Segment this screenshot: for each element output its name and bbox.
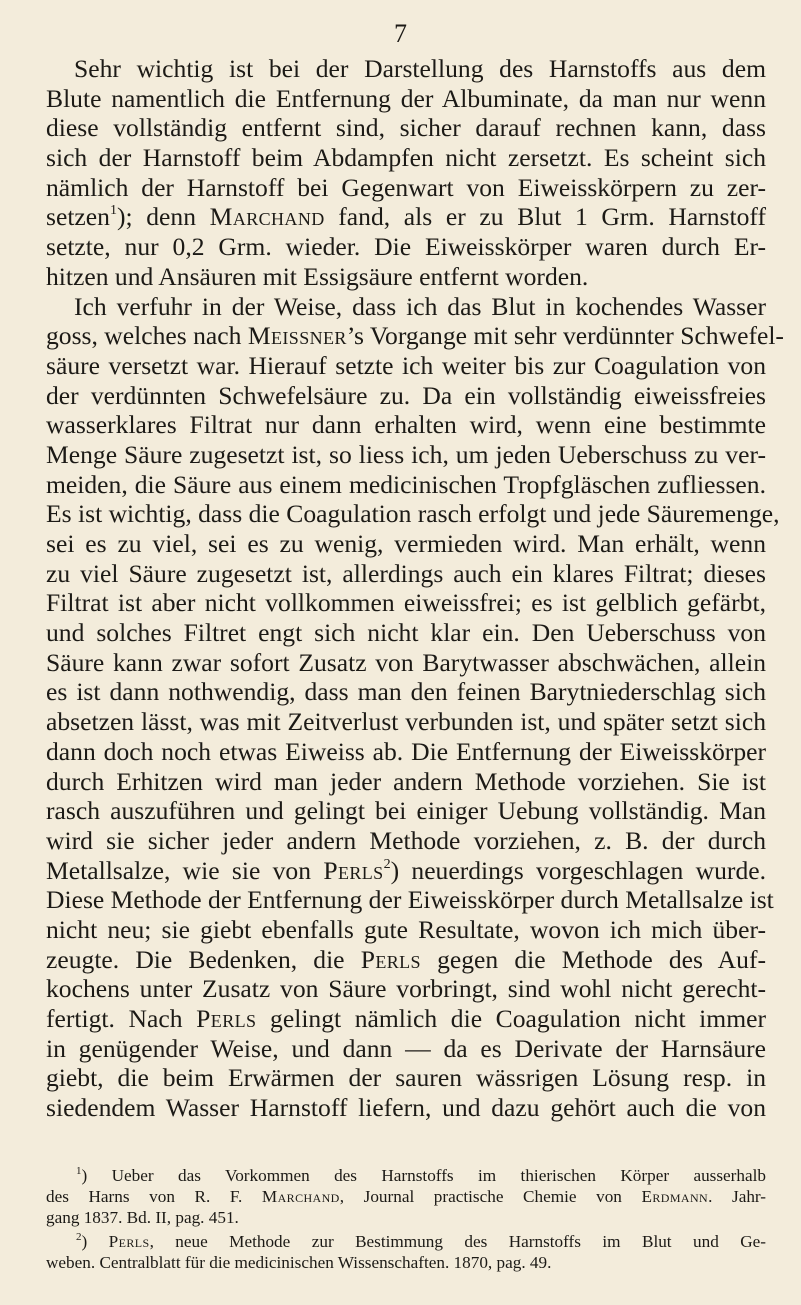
text-fragment: . Jahr- xyxy=(708,1187,767,1206)
text-line: setzte, nur 0,2 Grm. wieder. Die Eiweisskörper waren durch Er- xyxy=(46,232,766,262)
text-line: Es ist wichtig, dass die Coagulation rasch erfolgt und jede Säuremenge, xyxy=(46,499,780,529)
text-line: nämlich der Harnstoff bei Gegenwart von Eiweisskörpern zu zer- xyxy=(46,172,766,202)
text-fragment: gegen die Methode des Auf- xyxy=(437,944,766,974)
text-line: kochens unter Zusatz von Säure vorbringt, sind wohl nicht gerecht- xyxy=(46,974,766,1004)
text-fragment: ’s Vorgange mit sehr verdünnter Schwefel- xyxy=(346,321,784,351)
text-line: diese vollständig entfernt sind, sicher darauf rechnen kann, dass xyxy=(46,113,766,143)
text-line: wird sie sicher jeder andern Methode vorziehen, z. B. der durch xyxy=(46,825,766,855)
text-line: es ist dann nothwendig, dass man den feinen Barytniederschlag sich xyxy=(46,677,766,707)
text-line: durch Erhitzen wird man jeder andern Methode vorziehen. Sie ist xyxy=(46,766,766,796)
text-line: und solches Filtret engt sich nicht klar ein. Den Ueberschuss von xyxy=(46,618,766,648)
author-name: Perls xyxy=(360,944,421,974)
footnote-mark: 2 xyxy=(76,1231,82,1243)
text-fragment: , Journal practische Chemie von xyxy=(339,1187,622,1206)
text-line: siedendem Wasser Harnstoff liefern, und dazu gehört auch die von xyxy=(46,1093,766,1123)
text-line: sich der Harnstoff beim Abdampfen nicht zersetzt. Es scheint sich xyxy=(46,143,766,173)
text-line: sei es zu viel, sei es zu wenig, vermieden wird. Man erhält, wenn xyxy=(46,529,766,558)
text-line: hitzen und Ansäuren mit Essigsäure entfernt worden. xyxy=(46,261,589,291)
text-fragment: ); denn xyxy=(116,202,196,232)
footnote-ref: 1 xyxy=(109,203,117,219)
author-name: Perls xyxy=(108,1232,150,1251)
text-fragment: ) xyxy=(81,1232,88,1251)
footnote-1-line xyxy=(46,1186,766,1207)
text-fragment: ) Ueber das Vorkommen des Harnstoffs im thierischen Körper ausserhalb xyxy=(81,1166,766,1185)
text-line: säure versetzt war. Hierauf setzte ich weiter bis zur Coagulation von xyxy=(46,350,766,380)
text-fragment: setzen xyxy=(46,202,110,232)
text-line: der verdünnten Schwefelsäure zu. Da ein vollständig eiweissfreies xyxy=(46,380,766,410)
text-line: Sehr wichtig ist bei der Darstellung des Harnstoffs aus dem xyxy=(74,54,766,83)
text-line: dann doch noch etwas Eiweiss ab. Die Entfernung der Eiweisskörper xyxy=(46,736,766,766)
footnote-1-line: gang 1837. Bd. II, pag. 451. xyxy=(46,1208,239,1227)
body-text xyxy=(46,54,784,1123)
page-number: 7 xyxy=(394,19,407,48)
text-line xyxy=(46,856,766,886)
footnote-1-line xyxy=(46,1165,766,1186)
text-line xyxy=(46,1004,766,1034)
author-name: Marchand xyxy=(209,202,325,232)
text-line xyxy=(46,945,766,975)
text-line: Menge Säure zugesetzt ist, so liess ich, um jeden Ueberschuss zu ver- xyxy=(46,439,766,469)
text-fragment: des Harns von R. F. xyxy=(46,1187,243,1206)
author-name: Meissner xyxy=(247,321,347,351)
text-fragment: gelingt nämlich die Coagulation nicht immer xyxy=(270,1004,766,1033)
text-line: zu viel Säure zugesetzt ist, allerdings auch ein klares Filtrat; dieses xyxy=(46,558,766,588)
author-name: Perls xyxy=(323,855,384,885)
footnote-ref: 2 xyxy=(383,856,391,872)
text-line: Ich verfuhr in der Weise, dass ich das Blut in kochendes Wasser xyxy=(74,291,766,321)
text-line: wasserklares Filtrat nur dann erhalten wird, wenn eine bestimmte xyxy=(46,410,766,440)
text-fragment: goss, welches nach xyxy=(46,321,242,351)
text-line: rasch auszuführen und gelingt bei einiger Uebung vollständig. Man xyxy=(46,796,766,826)
author-name: Erdmann xyxy=(641,1187,709,1206)
text-fragment: zeugte. Die Bedenken, die xyxy=(46,944,345,974)
text-line: Filtrat ist aber nicht vollkommen eiweissfrei; es ist gelblich gefärbt, xyxy=(46,588,766,618)
footnote-2-line xyxy=(46,1231,766,1252)
text-fragment: Metallsalze, wie sie von xyxy=(46,855,312,885)
text-line: nicht neu; sie giebt ebenfalls gute Resultate, wovon ich mich über- xyxy=(46,914,766,944)
text-line: giebt, die beim Erwärmen der sauren wässrigen Lösung resp. in xyxy=(46,1063,766,1093)
text-fragment: ) neuerdings vorgeschlagen wurde. xyxy=(390,855,766,885)
text-fragment: , neue Methode zur Bestimmung des Harnstoffs im Blut und Ge- xyxy=(149,1232,766,1251)
text-line: Diese Methode der Entfernung der Eiweisskörper durch Metallsalze ist xyxy=(46,885,774,915)
text-fragment: fand, als er zu Blut 1 Grm. Harnstoff xyxy=(338,202,766,232)
text-line: in genügender Weise, und dann — da es Derivate der Harnsäure xyxy=(46,1033,766,1063)
text-line: meiden, die Säure aus einem medicinischen Tropfgläschen zufliessen. xyxy=(46,469,766,499)
footnote-mark: 1 xyxy=(76,1165,82,1177)
text-fragment: fertigt. Nach xyxy=(46,1004,183,1033)
footnotes xyxy=(46,1165,766,1273)
text-line: Blute namentlich die Entfernung der Albuminate, da man nur wenn xyxy=(46,83,766,113)
text-line: absetzen lässt, was mit Zeitverlust verbunden ist, und später setzt sich xyxy=(46,707,766,737)
author-name: Perls xyxy=(196,1004,257,1033)
footnote-2-line: weben. Centralblatt für die medicinischen Wissenschaften. 1870, pag. 49. xyxy=(46,1253,552,1272)
author-name: Marchand xyxy=(261,1187,340,1206)
text-line xyxy=(46,321,784,351)
text-line: Säure kann zwar sofort Zusatz von Barytwasser abschwächen, allein xyxy=(46,647,766,677)
text-line xyxy=(46,202,766,232)
